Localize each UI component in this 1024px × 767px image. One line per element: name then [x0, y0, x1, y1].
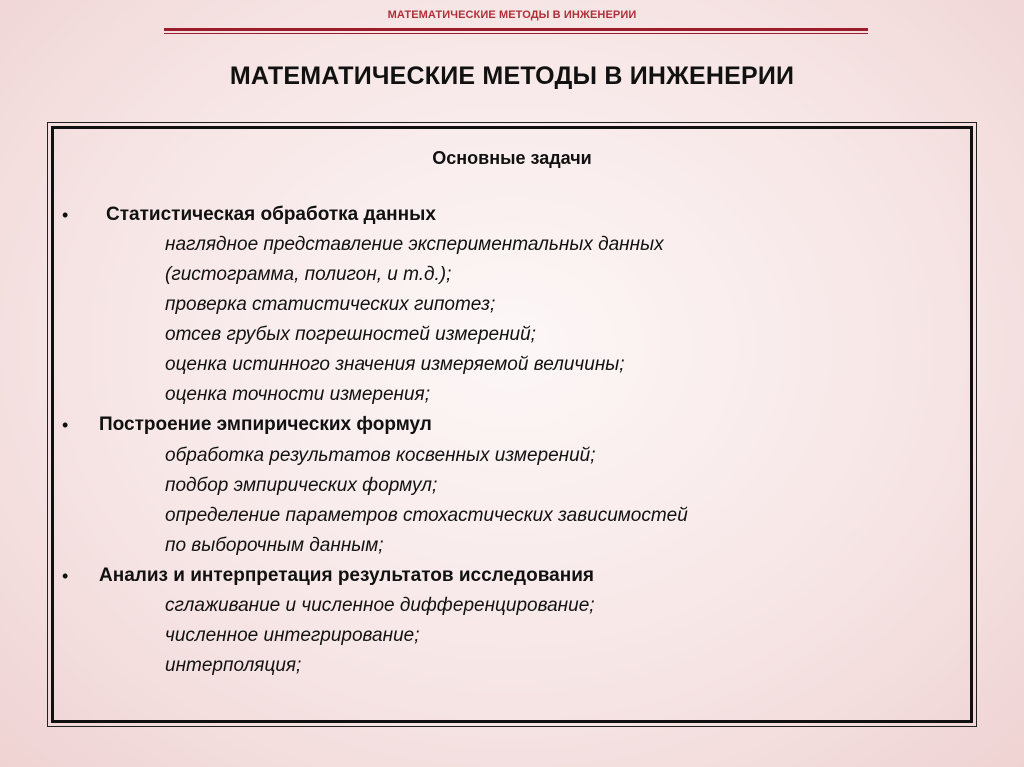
header-rule-thin [164, 33, 868, 34]
list-item: обработка результатов косвенных измерений; [165, 445, 596, 466]
list-item: сглаживание и численное дифференцирование; [165, 595, 595, 616]
header-rule [164, 28, 868, 31]
list-item: определение параметров стохастических зависимостей [165, 505, 688, 526]
list-item: (гистограмма, полигон, и т.д.); [165, 264, 452, 285]
list-item: интерполяция; [165, 655, 302, 676]
list-item: наглядное представление экспериментальных данных [165, 234, 664, 255]
list-item: численное интегрирование; [165, 625, 420, 646]
list-item: отсев грубых погрешностей измерений; [165, 324, 536, 345]
list-item: проверка статистических гипотез; [165, 294, 496, 315]
list-item: оценка точности измерения; [165, 384, 430, 405]
section-heading: Статистическая обработка данных [106, 204, 436, 225]
list-item: по выборочным данным; [165, 535, 384, 556]
bullet-icon: • [62, 205, 69, 225]
subtitle: Основные задачи [432, 148, 592, 168]
bullet-icon: • [62, 415, 69, 435]
list-item: подбор эмпирических формул; [165, 475, 438, 496]
bullet-icon: • [62, 566, 69, 586]
list-item: оценка истинного значения измеряемой величины; [165, 354, 625, 375]
header-label: МАТЕМАТИЧЕСКИЕ МЕТОДЫ В ИНЖЕНЕРИИ [387, 9, 637, 21]
section-heading: Построение эмпирических формул [99, 414, 432, 435]
section-heading: Анализ и интерпретация результатов исследования [99, 565, 594, 586]
page-title: МАТЕМАТИЧЕСКИЕ МЕТОДЫ В ИНЖЕНЕРИИ [229, 62, 795, 90]
